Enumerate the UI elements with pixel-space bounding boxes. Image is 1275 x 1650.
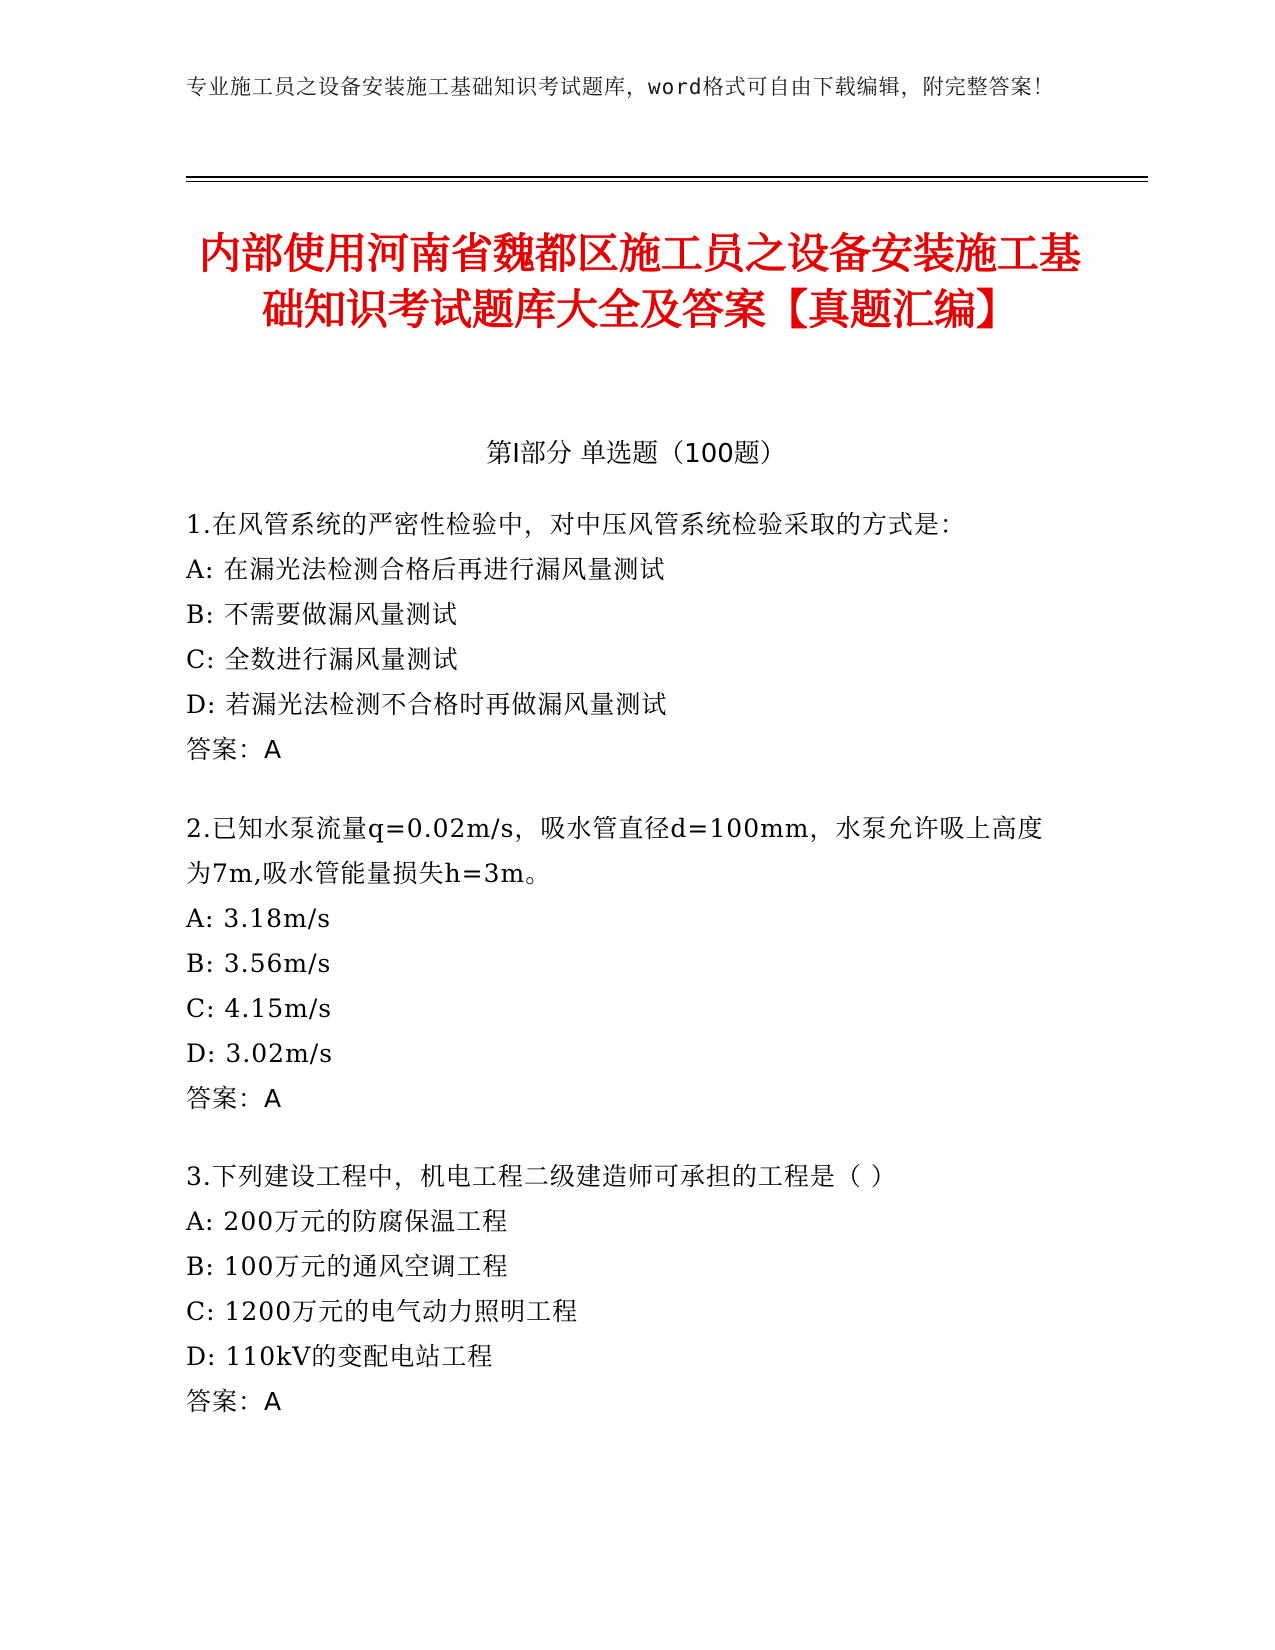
option-a: A: 在漏光法检测合格后再进行漏风量测试	[186, 555, 666, 584]
section-title: 第Ⅰ部分 单选题（100题）	[486, 439, 786, 469]
option-c: C: 1200万元的电气动力照明工程	[186, 1297, 579, 1326]
header-note: 专业施工员之设备安装施工基础知识考试题库，word格式可自由下载编辑，附完整答案！	[186, 75, 1055, 99]
question-stem: 1.在风管系统的严密性检验中，对中压风管系统检验采取的方式是：	[186, 510, 966, 539]
question-stem: 2.已知水泵流量q=0.02m/s，吸水管直径d=100mm，水泵允许吸上高度为7m,吸水管能量损失h=3m。	[186, 814, 1044, 888]
answer: 答案：A	[186, 1387, 283, 1416]
option-d: D: 3.02m/s	[186, 1039, 334, 1068]
question-2	[186, 806, 1086, 1121]
question-1	[186, 502, 1086, 772]
answer: 答案：A	[186, 735, 283, 764]
option-a: A: 200万元的防腐保温工程	[186, 1207, 509, 1236]
option-d: D: 若漏光法检测不合格时再做漏风量测试	[186, 690, 668, 719]
option-b: B: 100万元的通风空调工程	[186, 1252, 509, 1281]
question-stem: 3.下列建设工程中，机电工程二级建造师可承担的工程是（ ）	[186, 1162, 897, 1191]
option-b: B: 3.56m/s	[186, 949, 332, 978]
option-b: B: 不需要做漏风量测试	[186, 600, 458, 629]
document-title: 内部使用河南省魏都区施工员之设备安装施工基础知识考试题库大全及答案【真题汇编】	[198, 229, 1081, 334]
option-d: D: 110kV的变配电站工程	[186, 1342, 494, 1371]
question-3	[186, 1154, 1086, 1424]
option-a: A: 3.18m/s	[186, 904, 332, 933]
option-c: C: 4.15m/s	[186, 994, 333, 1023]
option-c: C: 全数进行漏风量测试	[186, 645, 459, 674]
header-rule-thick	[186, 176, 1148, 178]
header-rule-thin	[186, 181, 1148, 182]
answer: 答案：A	[186, 1084, 283, 1113]
